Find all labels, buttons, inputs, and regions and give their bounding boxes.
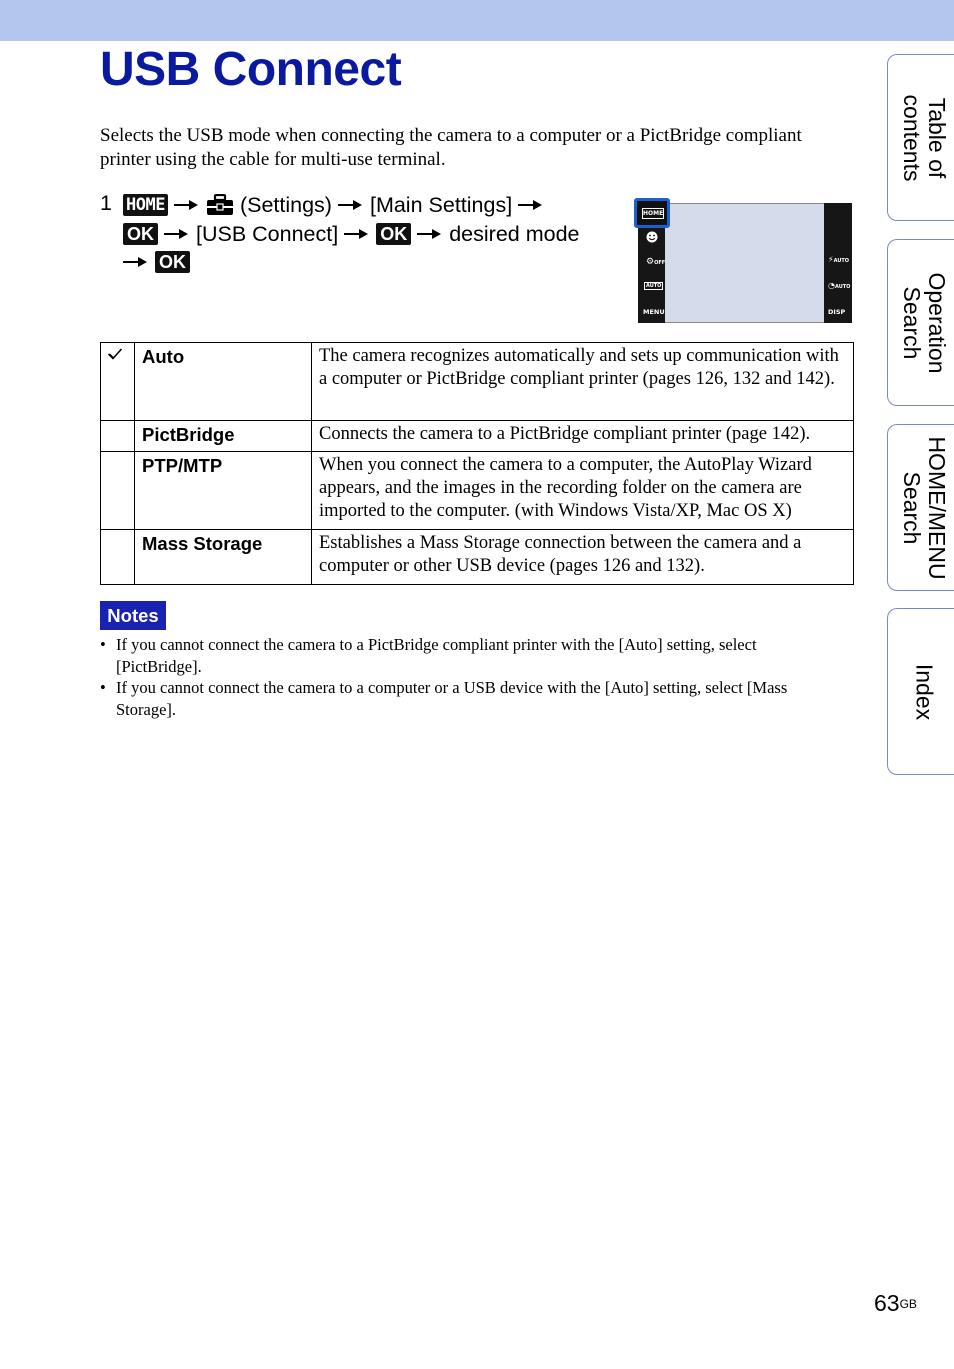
arrow-right-icon bbox=[123, 256, 149, 268]
tab-label: Operation Search bbox=[898, 271, 950, 374]
mode-description: The camera recognizes automatically and sets up communication with a computer or PictBridge compliant printer (pages 126, 132 and 142). bbox=[312, 343, 854, 421]
usb-mode-table bbox=[100, 342, 854, 585]
settings-label: (Settings) bbox=[239, 193, 332, 217]
home-button-icon: HOME bbox=[123, 194, 168, 216]
mode-name: Mass Storage bbox=[135, 530, 312, 585]
tab-operation-search[interactable] bbox=[887, 239, 954, 406]
smile-face-icon bbox=[645, 230, 659, 244]
note-item: • If you cannot connect the camera to a PictBridge compliant printer with the [Auto] setting, select [PictBridge]. bbox=[100, 634, 845, 677]
camera-menu-label: MENU bbox=[643, 308, 665, 316]
camera-display-area bbox=[665, 203, 824, 323]
arrow-right-icon bbox=[164, 228, 190, 240]
camera-auto-icon: AUTO bbox=[646, 283, 662, 289]
note-item: • If you cannot connect the camera to a computer or a USB device with the [Auto] setting, select [Mass Storage]. bbox=[100, 677, 845, 720]
camera-home-label: HOME bbox=[643, 210, 664, 217]
top-header-band bbox=[0, 0, 954, 41]
step-number: 1 bbox=[100, 191, 112, 215]
flash-auto-icon: ⚡AUTO bbox=[828, 255, 850, 264]
step-line-2 bbox=[123, 219, 586, 249]
mode-description: Connects the camera to a PictBridge compliant printer (page 142). bbox=[312, 421, 854, 452]
table-row bbox=[101, 530, 854, 585]
camera-disp-label: DISP bbox=[828, 308, 846, 316]
camera-home-highlight bbox=[634, 198, 670, 228]
tab-table-of-contents[interactable] bbox=[887, 54, 954, 221]
mode-description: When you connect the camera to a computer, the AutoPlay Wizard appears, and the images in the recording folder on the camera are imported to the computer. (with Windows Vista/XP, Mac OS X) bbox=[312, 452, 854, 530]
tab-label: HOME/MENU Search bbox=[898, 435, 950, 580]
page-title: USB Connect bbox=[100, 43, 402, 96]
flash-off-icon: ⚙OFF bbox=[646, 257, 666, 267]
camera-screen-illustration bbox=[634, 198, 852, 323]
intro-paragraph: Selects the USB mode when connecting the camera to a computer or a PictBridge compliant printer using the cable for multi-use terminal. bbox=[100, 125, 802, 170]
arrow-right-icon bbox=[518, 199, 544, 211]
ok-button-icon: OK bbox=[123, 223, 158, 245]
mode-name: PTP/MTP bbox=[135, 452, 312, 530]
arrow-right-icon bbox=[344, 228, 370, 240]
mode-name: PictBridge bbox=[135, 421, 312, 452]
timer-auto-icon: ◔AUTO bbox=[828, 281, 851, 290]
usb-connect-label: [USB Connect] bbox=[196, 222, 339, 246]
tab-label: Index bbox=[911, 663, 937, 720]
notes-badge: Notes bbox=[100, 601, 166, 630]
checkmark-icon bbox=[107, 347, 123, 361]
desired-mode-label: desired mode bbox=[449, 222, 580, 246]
page-number: $63^{GB}$ bbox=[874, 1290, 917, 1316]
ok-button-icon: OK bbox=[376, 223, 411, 245]
tab-index[interactable] bbox=[887, 608, 954, 775]
arrow-right-icon bbox=[338, 199, 364, 211]
notes-list bbox=[100, 634, 845, 720]
step-line-1 bbox=[123, 190, 550, 220]
table-row bbox=[101, 452, 854, 530]
step-line-3 bbox=[123, 251, 196, 273]
tab-home-menu-search[interactable] bbox=[887, 424, 954, 591]
check-cell bbox=[101, 530, 135, 585]
arrow-right-icon bbox=[174, 199, 200, 211]
main-settings-label: [Main Settings] bbox=[369, 193, 513, 217]
settings-toolbox-icon bbox=[206, 194, 234, 216]
check-cell bbox=[101, 452, 135, 530]
mode-description: Establishes a Mass Storage connection between the camera and a computer or other USB device (pages 126 and 132). bbox=[312, 530, 854, 585]
ok-button-icon: OK bbox=[155, 251, 190, 273]
check-cell bbox=[101, 343, 135, 421]
mode-name: Auto bbox=[135, 343, 312, 421]
tab-label: Table of contents bbox=[898, 94, 950, 181]
table-row bbox=[101, 421, 854, 452]
arrow-right-icon bbox=[417, 228, 443, 240]
page-suffix: GB bbox=[899, 1297, 917, 1311]
table-row bbox=[101, 343, 854, 421]
check-cell bbox=[101, 421, 135, 452]
